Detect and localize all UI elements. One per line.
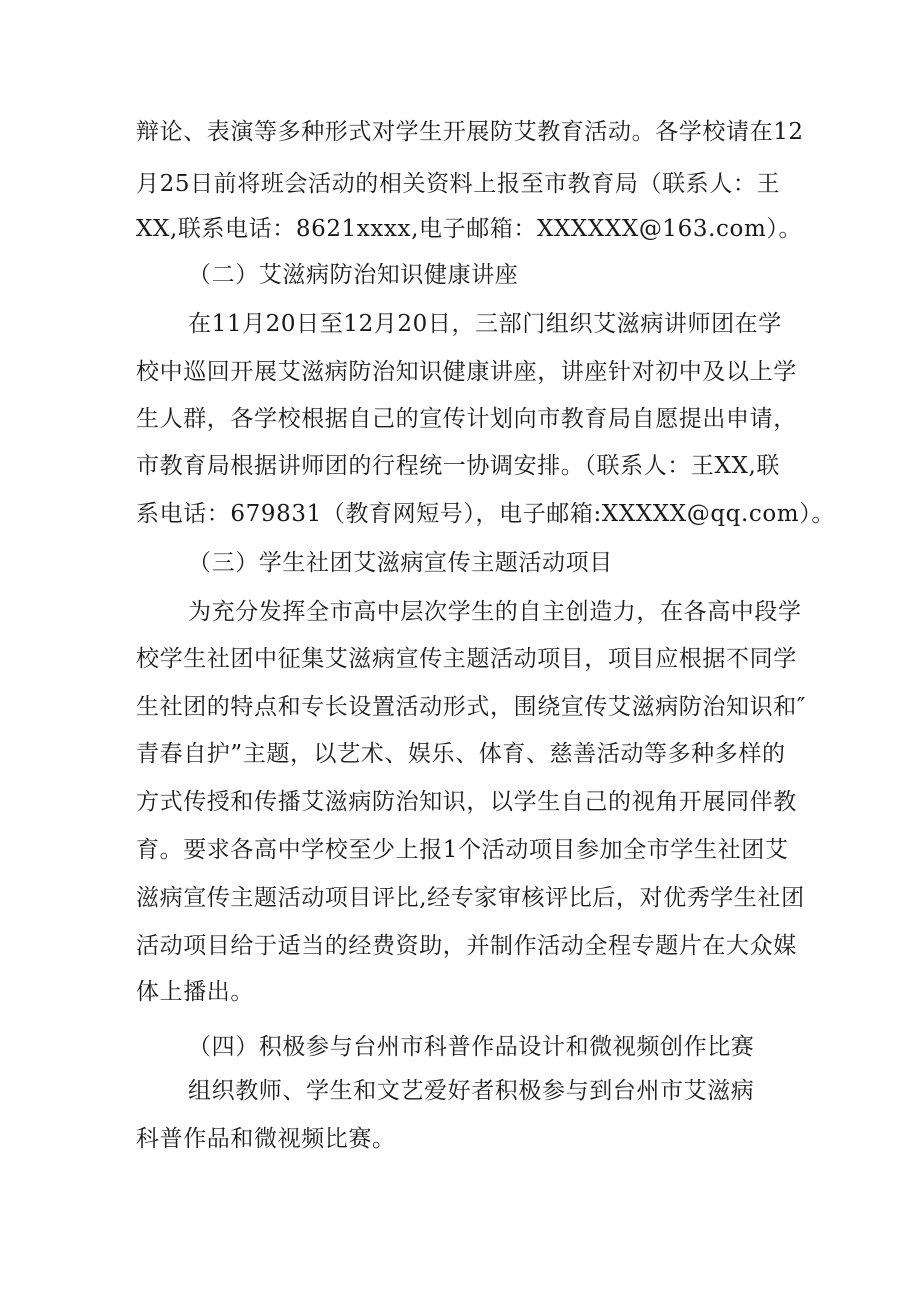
paragraph-line: 市教育局根据讲师团的行程统一协调安排。（联系人：王XX,联 (136, 453, 780, 479)
paragraph-line: 滋病宣传主题活动项目评比,经专家审核评比后，对优秀学生社团 (136, 885, 805, 911)
paragraph-line: 组织教师、学生和文艺爱好者积极参与到台州市艾滋病 (188, 1078, 755, 1104)
paragraph-line: 活动项目给于适当的经费资助，并制作活动全程专题片在大众媒 (136, 933, 797, 959)
paragraph-line: 方式传授和传播艾滋病防治知识，以学生自己的视角开展同伴教 (136, 789, 797, 815)
paragraph-line: 校中巡回开展艾滋病防治知识健康讲座，讲座针对初中及以上学 (136, 359, 797, 385)
section-heading-3: （三）学生社团艾滋病宣传主题活动项目 (188, 550, 613, 576)
paragraph-line: 系电话：679831（教育网短号），电子邮箱:XXXXX@qq.com）。 (136, 501, 835, 527)
paragraph-line: 辩论、表演等多种形式对学生开展防艾教育活动。各学校请在12 (136, 119, 804, 145)
paragraph-line: 生人群，各学校根据自己的宣传计划向市教育局自愿提出申请， (136, 406, 797, 432)
paragraph-line: 在11月20日至12月20日，三部门组织艾滋病讲师团在学 (188, 311, 782, 337)
paragraph-line: 青春自护”主题，以艺术、娱乐、体育、慈善活动等多种多样的 (136, 741, 786, 767)
paragraph-line: 体上播出。 (136, 979, 254, 1005)
section-heading-4: （四）积极参与台州市科普作品设计和微视频创作比赛 (188, 1034, 755, 1060)
paragraph-line: 科普作品和微视频比赛。 (136, 1126, 396, 1152)
paragraph-line: 为充分发挥全市高中层次学生的自主创造力，在各高中段学 (188, 599, 802, 625)
paragraph-line: 月25日前将班会活动的相关资料上报至市教育局（联系人：王 (136, 171, 781, 197)
paragraph-line: 生社团的特点和专长设置活动形式，围绕宣传艾滋病防治知识和″ (136, 694, 806, 720)
paragraph-line: 育。要求各高中学校至少上报1个活动项目参加全市学生社团艾 (136, 837, 789, 863)
paragraph-line: XX,联系电话：8621xxxx,电子邮箱：XXXXXX@163.com）。 (136, 216, 803, 242)
paragraph-line: 校学生社团中征集艾滋病宣传主题活动项目，项目应根据不同学 (136, 646, 797, 672)
section-heading-2: （二）艾滋病防治知识健康讲座 (188, 262, 519, 288)
